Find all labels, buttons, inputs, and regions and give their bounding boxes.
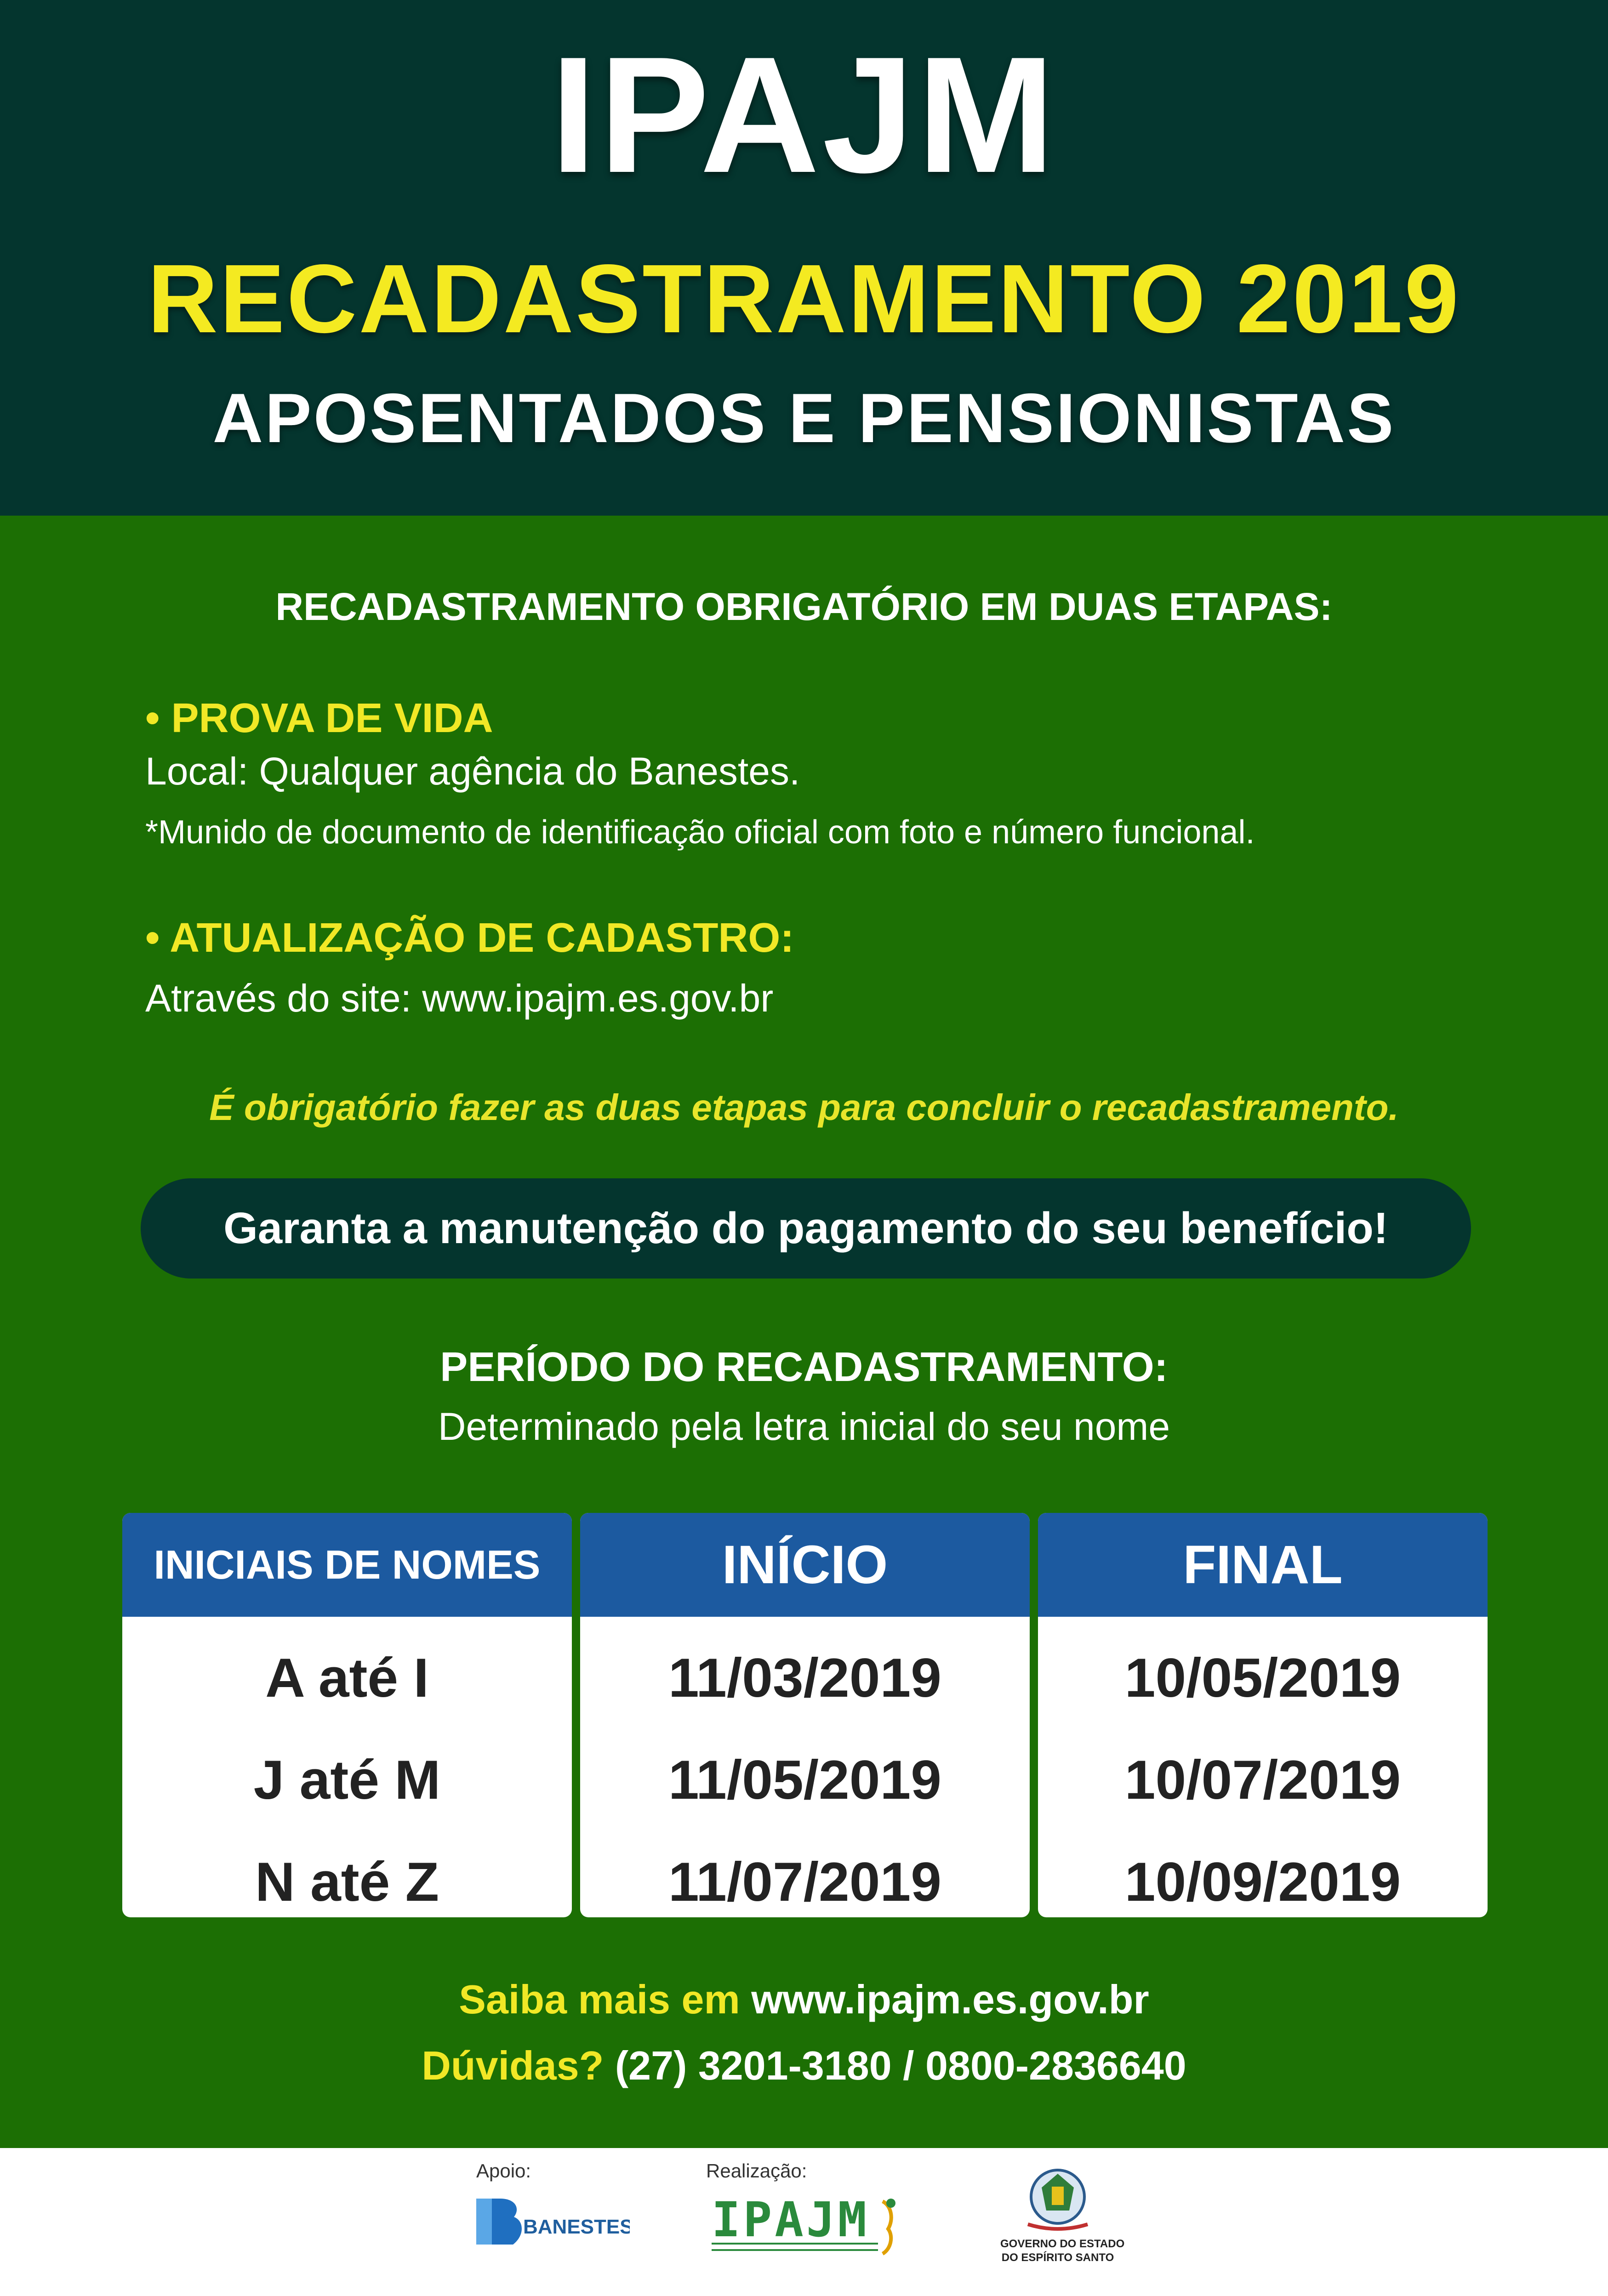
schedule-column-end [1038,1513,1488,1917]
benefit-banner [141,1178,1471,1279]
table-cell: 10/05/2019 [1124,1647,1401,1709]
support-label: Apoio: [476,2160,531,2182]
benefit-banner-text: Garanta a manutenção do pagamento do seu benefício! [223,1204,1388,1253]
ipajm-logo-icon [708,2192,906,2261]
phone-numbers: (27) 3201-3180 / 0800-2836640 [615,2043,1186,2088]
coat-of-arms-icon [1000,2160,1115,2238]
obligation-note: É obrigatório fazer as duas etapas para concluir o recadastramento. [209,1087,1399,1128]
table-cell: 11/03/2019 [668,1647,941,1709]
audience-title: APOSENTADOS E PENSIONISTAS [212,379,1396,457]
table-cell: 10/07/2019 [1124,1749,1401,1811]
table-cell: A até I [265,1647,429,1709]
more-info-line [0,1974,1608,2025]
more-info-link[interactable]: www.ipajm.es.gov.br [751,1977,1149,2022]
step1-title: • PROVA DE VIDA [145,695,493,741]
table-cell: 11/07/2019 [668,1851,941,1913]
ipajm-logo [708,2192,906,2261]
table-cell: 10/09/2019 [1124,1851,1401,1913]
column-header-end: FINAL [1038,1513,1488,1617]
column-header-start: INÍCIO [580,1513,1030,1617]
step2-site: Através do site: www.ipajm.es.gov.br [145,977,774,1020]
schedule-column-start [580,1513,1030,1917]
step2-title: • ATUALIZAÇÃO DE CADASTRO: [145,915,794,961]
schedule-column-initials [122,1513,572,1917]
campaign-title: RECADASTRAMENTO 2019 [147,244,1461,353]
doubts-label: Dúvidas? [422,2043,604,2088]
table-cell: 11/05/2019 [668,1749,941,1811]
ipajm-logo-text: IPAJM [712,2192,870,2248]
banestes-logo [473,2197,630,2252]
more-info-label: Saiba mais em [459,1977,740,2022]
steps-heading: RECADASTRAMENTO OBRIGATÓRIO EM DUAS ETAPAS: [275,585,1333,628]
government-line-1: GOVERNO DO ESTADO [1000,2238,1125,2250]
banestes-logo-text: BANESTES [523,2216,630,2238]
realization-label: Realização: [706,2160,807,2182]
page-title: IPAJM [550,23,1058,207]
banestes-logo-icon [473,2197,630,2252]
doubts-line [0,2040,1608,2091]
table-cell: J até M [253,1749,441,1811]
column-header-initials: INICIAIS DE NOMES [122,1513,572,1617]
table-cell: N até Z [255,1851,439,1913]
period-description: Determinado pela letra inicial do seu nome [438,1405,1170,1448]
step1-local: Local: Qualquer agência do Banestes. [145,750,800,793]
period-heading: PERÍODO DO RECADASTRAMENTO: [440,1344,1168,1390]
step1-note: *Munido de documento de identificação oficial com foto e número funcional. [145,814,1255,851]
government-logo [1000,2160,1125,2270]
government-line-2: DO ESPÍRITO SANTO [1001,2251,1114,2264]
